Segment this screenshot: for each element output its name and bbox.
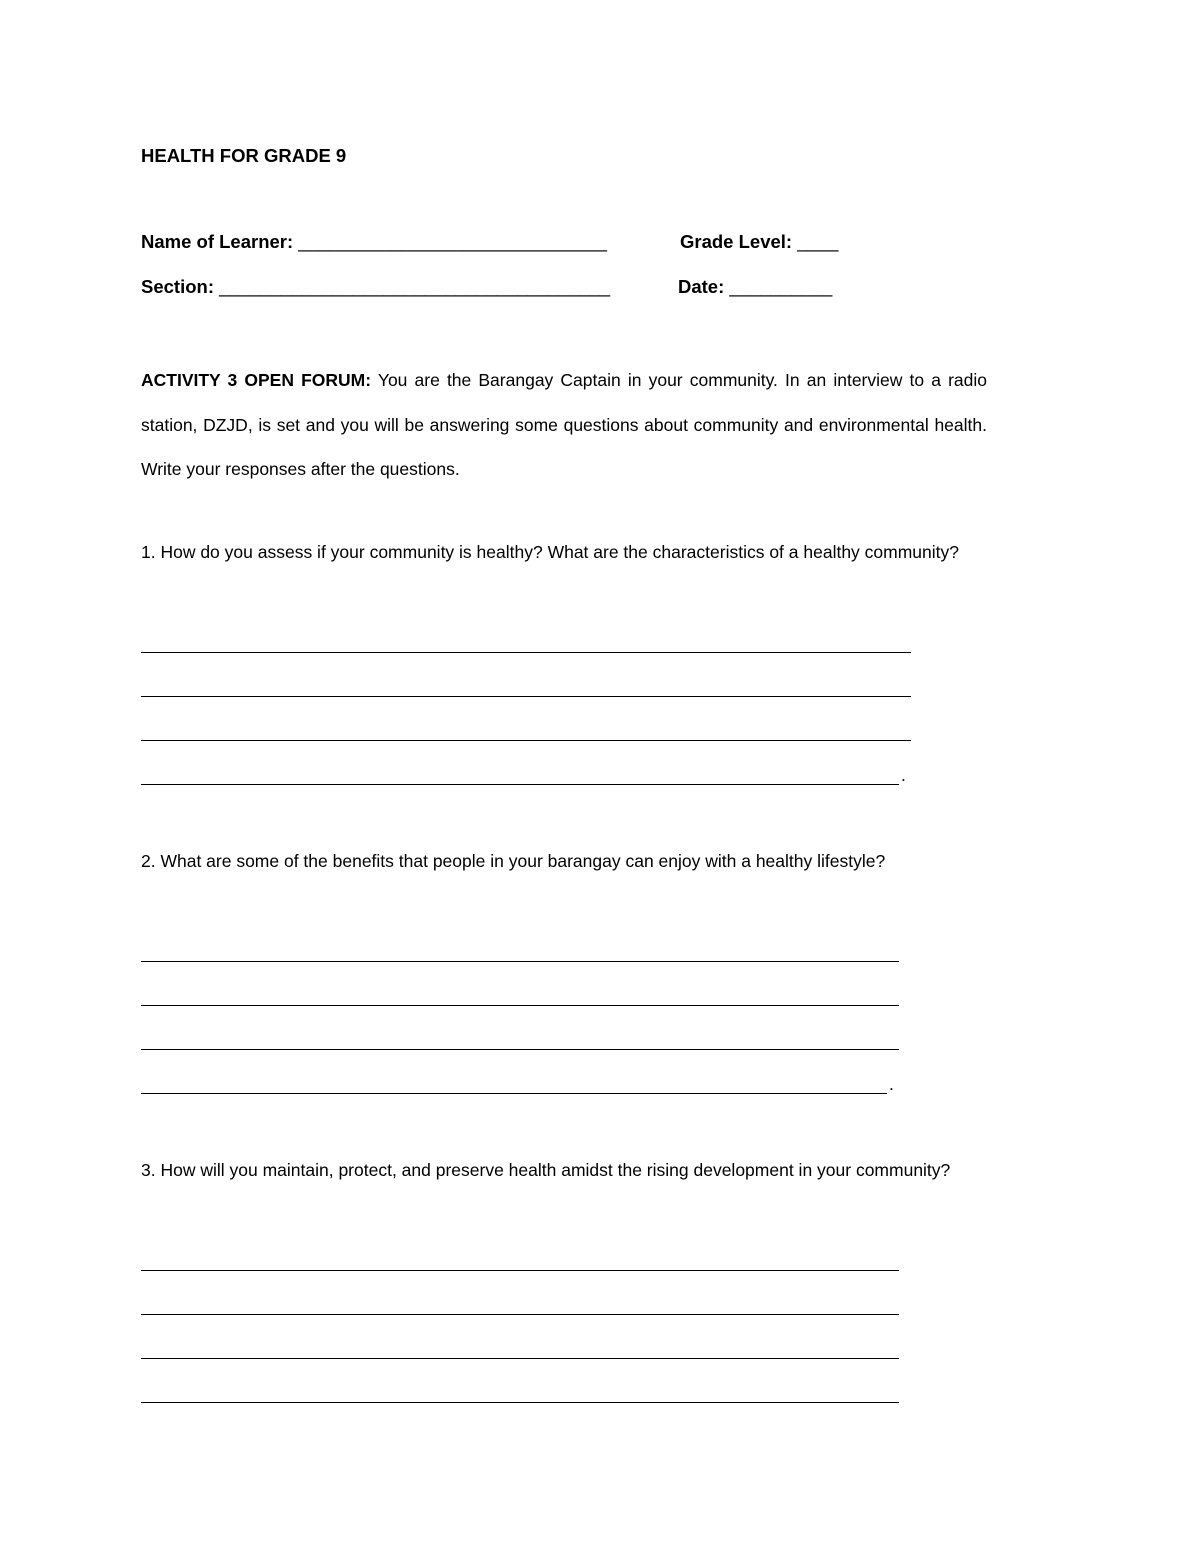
answer-line-q3-3[interactable] xyxy=(141,1358,899,1359)
activity-instructions xyxy=(141,358,987,492)
question-2: 2. What are some of the benefits that people in your barangay can enjoy with a healthy lifestyle? xyxy=(141,851,886,871)
name-of-learner-blank[interactable]: ______________________________ xyxy=(298,231,607,252)
answer-line-q1-1[interactable] xyxy=(141,652,911,653)
answer-end-mark-q2: . xyxy=(889,1074,894,1094)
date-blank[interactable]: __________ xyxy=(729,276,833,297)
answer-line-q3-2[interactable] xyxy=(141,1314,899,1315)
name-of-learner-label: Name of Learner: xyxy=(141,231,294,252)
answer-line-q1-4[interactable] xyxy=(141,784,899,785)
date-field xyxy=(678,276,832,298)
question-1: 1. How do you assess if your community is healthy? What are the characteristics of a healthy community? xyxy=(141,542,959,562)
answer-line-q3-1[interactable] xyxy=(141,1270,899,1271)
page-title: HEALTH FOR GRADE 9 xyxy=(141,145,347,166)
grade-level-blank[interactable]: ____ xyxy=(797,231,839,252)
question-3: 3. How will you maintain, protect, and preserve health amidst the rising development in your community? xyxy=(141,1160,951,1180)
answer-line-q1-3[interactable] xyxy=(141,740,911,741)
activity-heading: ACTIVITY 3 OPEN FORUM: xyxy=(141,370,372,390)
answer-line-q2-3[interactable] xyxy=(141,1049,899,1050)
section-field xyxy=(141,276,610,298)
date-label: Date: xyxy=(678,276,725,297)
activity-text: You are the Barangay Captain in your community. In an interview to a radio station, DZJD, is set and you will be answering some questions about community and environmental health. Write your responses after the questions. xyxy=(141,370,987,479)
answer-line-q1-2[interactable] xyxy=(141,696,911,697)
answer-end-mark-q1: . xyxy=(901,765,906,785)
name-of-learner-field xyxy=(141,231,607,253)
grade-level-label: Grade Level: xyxy=(680,231,793,252)
answer-line-q3-4[interactable] xyxy=(141,1402,899,1403)
section-label: Section: xyxy=(141,276,214,297)
answer-line-q2-2[interactable] xyxy=(141,1005,899,1006)
answer-line-q2-4[interactable] xyxy=(141,1093,887,1094)
section-blank[interactable]: ______________________________________ xyxy=(219,276,611,297)
grade-level-field xyxy=(680,231,838,253)
answer-line-q2-1[interactable] xyxy=(141,961,899,962)
